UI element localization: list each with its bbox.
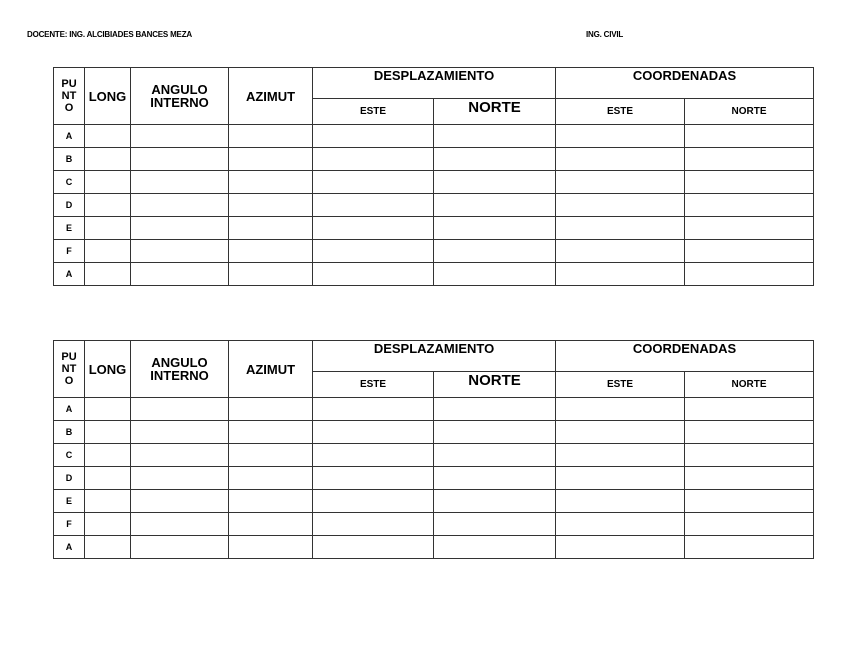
table-row <box>54 536 814 559</box>
coord-norte-cell[interactable] <box>685 536 814 559</box>
azimut-cell[interactable] <box>229 125 313 148</box>
table-row <box>54 171 814 194</box>
desp-este-cell[interactable] <box>313 421 434 444</box>
azimut-cell[interactable] <box>229 217 313 240</box>
point-cell: C <box>54 444 85 467</box>
coord-norte-cell[interactable] <box>685 125 814 148</box>
long-cell[interactable] <box>85 467 131 490</box>
long-cell[interactable] <box>85 148 131 171</box>
angulo-cell[interactable] <box>131 125 229 148</box>
table-row <box>54 217 814 240</box>
azimut-cell[interactable] <box>229 536 313 559</box>
point-cell: F <box>54 240 85 263</box>
header-azimut: AZIMUT <box>229 341 313 398</box>
angulo-cell[interactable] <box>131 536 229 559</box>
desp-norte-cell[interactable] <box>434 444 556 467</box>
long-cell[interactable] <box>85 444 131 467</box>
coord-norte-cell[interactable] <box>685 444 814 467</box>
coord-norte-cell[interactable] <box>685 194 814 217</box>
angulo-cell[interactable] <box>131 444 229 467</box>
desp-norte-cell[interactable] <box>434 421 556 444</box>
coord-este-cell[interactable] <box>556 444 685 467</box>
header-desplazamiento: DESPLAZAMIENTO <box>313 341 556 372</box>
angulo-cell[interactable] <box>131 513 229 536</box>
coord-norte-cell[interactable] <box>685 513 814 536</box>
coord-norte-cell[interactable] <box>685 398 814 421</box>
azimut-cell[interactable] <box>229 444 313 467</box>
header-coord-este: ESTE <box>556 99 685 125</box>
coord-este-cell[interactable] <box>556 467 685 490</box>
coord-norte-cell[interactable] <box>685 217 814 240</box>
azimut-cell[interactable] <box>229 398 313 421</box>
desp-este-cell[interactable] <box>313 536 434 559</box>
coord-este-cell[interactable] <box>556 421 685 444</box>
table-row <box>54 513 814 536</box>
point-cell: E <box>54 490 85 513</box>
long-cell[interactable] <box>85 398 131 421</box>
header-desp-este: ESTE <box>313 99 434 125</box>
long-cell[interactable] <box>85 171 131 194</box>
coord-norte-cell[interactable] <box>685 240 814 263</box>
azimut-cell[interactable] <box>229 263 313 286</box>
header-desp-norte: NORTE <box>434 99 556 125</box>
desp-este-cell[interactable] <box>313 513 434 536</box>
point-cell: D <box>54 467 85 490</box>
table-row <box>54 240 814 263</box>
coord-este-cell[interactable] <box>556 125 685 148</box>
header-desplazamiento: DESPLAZAMIENTO <box>313 68 556 99</box>
angulo-cell[interactable] <box>131 171 229 194</box>
long-cell[interactable] <box>85 217 131 240</box>
long-cell[interactable] <box>85 125 131 148</box>
angulo-cell[interactable] <box>131 467 229 490</box>
header-coord-norte: NORTE <box>685 99 814 125</box>
desp-norte-cell[interactable] <box>434 240 556 263</box>
desp-norte-cell[interactable] <box>434 490 556 513</box>
desp-este-cell[interactable] <box>313 398 434 421</box>
azimut-cell[interactable] <box>229 171 313 194</box>
carrera-label: ING. CIVIL <box>586 30 624 39</box>
desp-este-cell[interactable] <box>313 490 434 513</box>
desp-este-cell[interactable] <box>313 217 434 240</box>
azimut-cell[interactable] <box>229 240 313 263</box>
long-cell[interactable] <box>85 194 131 217</box>
header-coord-este: ESTE <box>556 372 685 398</box>
point-cell: F <box>54 513 85 536</box>
coord-este-cell[interactable] <box>556 171 685 194</box>
table-row <box>54 194 814 217</box>
coord-este-cell[interactable] <box>556 194 685 217</box>
header-long: LONG <box>85 341 131 398</box>
header-azimut: AZIMUT <box>229 68 313 125</box>
angulo-cell[interactable] <box>131 398 229 421</box>
coord-norte-cell[interactable] <box>685 263 814 286</box>
header-desp-este: ESTE <box>313 372 434 398</box>
table-row <box>54 490 814 513</box>
point-cell: A <box>54 125 85 148</box>
long-cell[interactable] <box>85 490 131 513</box>
coord-este-cell[interactable] <box>556 513 685 536</box>
coord-este-cell[interactable] <box>556 536 685 559</box>
long-cell[interactable] <box>85 421 131 444</box>
long-cell[interactable] <box>85 240 131 263</box>
angulo-cell[interactable] <box>131 148 229 171</box>
desp-norte-cell[interactable] <box>434 148 556 171</box>
survey-table-2 <box>53 340 814 559</box>
header-desp-norte: NORTE <box>434 372 556 398</box>
point-cell: A <box>54 536 85 559</box>
table-row <box>54 398 814 421</box>
point-cell: C <box>54 171 85 194</box>
desp-norte-cell[interactable] <box>434 536 556 559</box>
header-long: LONG <box>85 68 131 125</box>
point-cell: E <box>54 217 85 240</box>
coord-este-cell[interactable] <box>556 240 685 263</box>
coord-norte-cell[interactable] <box>685 148 814 171</box>
desp-este-cell[interactable] <box>313 171 434 194</box>
table-row <box>54 125 814 148</box>
point-cell: A <box>54 263 85 286</box>
table-row <box>54 421 814 444</box>
desp-este-cell[interactable] <box>313 467 434 490</box>
angulo-cell[interactable] <box>131 421 229 444</box>
coord-norte-cell[interactable] <box>685 171 814 194</box>
header-angulo-interno: ANGULO INTERNO <box>131 68 229 125</box>
angulo-cell[interactable] <box>131 217 229 240</box>
desp-este-cell[interactable] <box>313 125 434 148</box>
header-coordenadas: COORDENADAS <box>556 341 814 372</box>
survey-table-1 <box>53 67 814 286</box>
azimut-cell[interactable] <box>229 513 313 536</box>
desp-norte-cell[interactable] <box>434 513 556 536</box>
coord-este-cell[interactable] <box>556 148 685 171</box>
coord-norte-cell[interactable] <box>685 467 814 490</box>
azimut-cell[interactable] <box>229 194 313 217</box>
header-punto: PU NT O <box>54 68 85 125</box>
desp-este-cell[interactable] <box>313 263 434 286</box>
coord-norte-cell[interactable] <box>685 490 814 513</box>
long-cell[interactable] <box>85 513 131 536</box>
desp-norte-cell[interactable] <box>434 467 556 490</box>
coord-este-cell[interactable] <box>556 263 685 286</box>
desp-este-cell[interactable] <box>313 240 434 263</box>
table-row <box>54 444 814 467</box>
angulo-cell[interactable] <box>131 240 229 263</box>
desp-este-cell[interactable] <box>313 444 434 467</box>
header-angulo-interno: ANGULO INTERNO <box>131 341 229 398</box>
table-row <box>54 148 814 171</box>
header-coordenadas: COORDENADAS <box>556 68 814 99</box>
point-cell: D <box>54 194 85 217</box>
point-cell: B <box>54 421 85 444</box>
azimut-cell[interactable] <box>229 148 313 171</box>
desp-norte-cell[interactable] <box>434 194 556 217</box>
desp-norte-cell[interactable] <box>434 171 556 194</box>
header-coord-norte: NORTE <box>685 372 814 398</box>
angulo-cell[interactable] <box>131 490 229 513</box>
desp-norte-cell[interactable] <box>434 263 556 286</box>
table-row <box>54 263 814 286</box>
desp-este-cell[interactable] <box>313 148 434 171</box>
angulo-cell[interactable] <box>131 194 229 217</box>
long-cell[interactable] <box>85 536 131 559</box>
table-row <box>54 467 814 490</box>
coord-este-cell[interactable] <box>556 217 685 240</box>
header-punto: PU NT O <box>54 341 85 398</box>
point-cell: A <box>54 398 85 421</box>
desp-norte-cell[interactable] <box>434 125 556 148</box>
coord-este-cell[interactable] <box>556 490 685 513</box>
coord-norte-cell[interactable] <box>685 421 814 444</box>
long-cell[interactable] <box>85 263 131 286</box>
azimut-cell[interactable] <box>229 421 313 444</box>
desp-norte-cell[interactable] <box>434 398 556 421</box>
angulo-cell[interactable] <box>131 263 229 286</box>
desp-este-cell[interactable] <box>313 194 434 217</box>
docente-label: DOCENTE: ING. ALCIBIADES BANCES MEZA <box>27 30 192 39</box>
point-cell: B <box>54 148 85 171</box>
azimut-cell[interactable] <box>229 490 313 513</box>
coord-este-cell[interactable] <box>556 398 685 421</box>
azimut-cell[interactable] <box>229 467 313 490</box>
desp-norte-cell[interactable] <box>434 217 556 240</box>
